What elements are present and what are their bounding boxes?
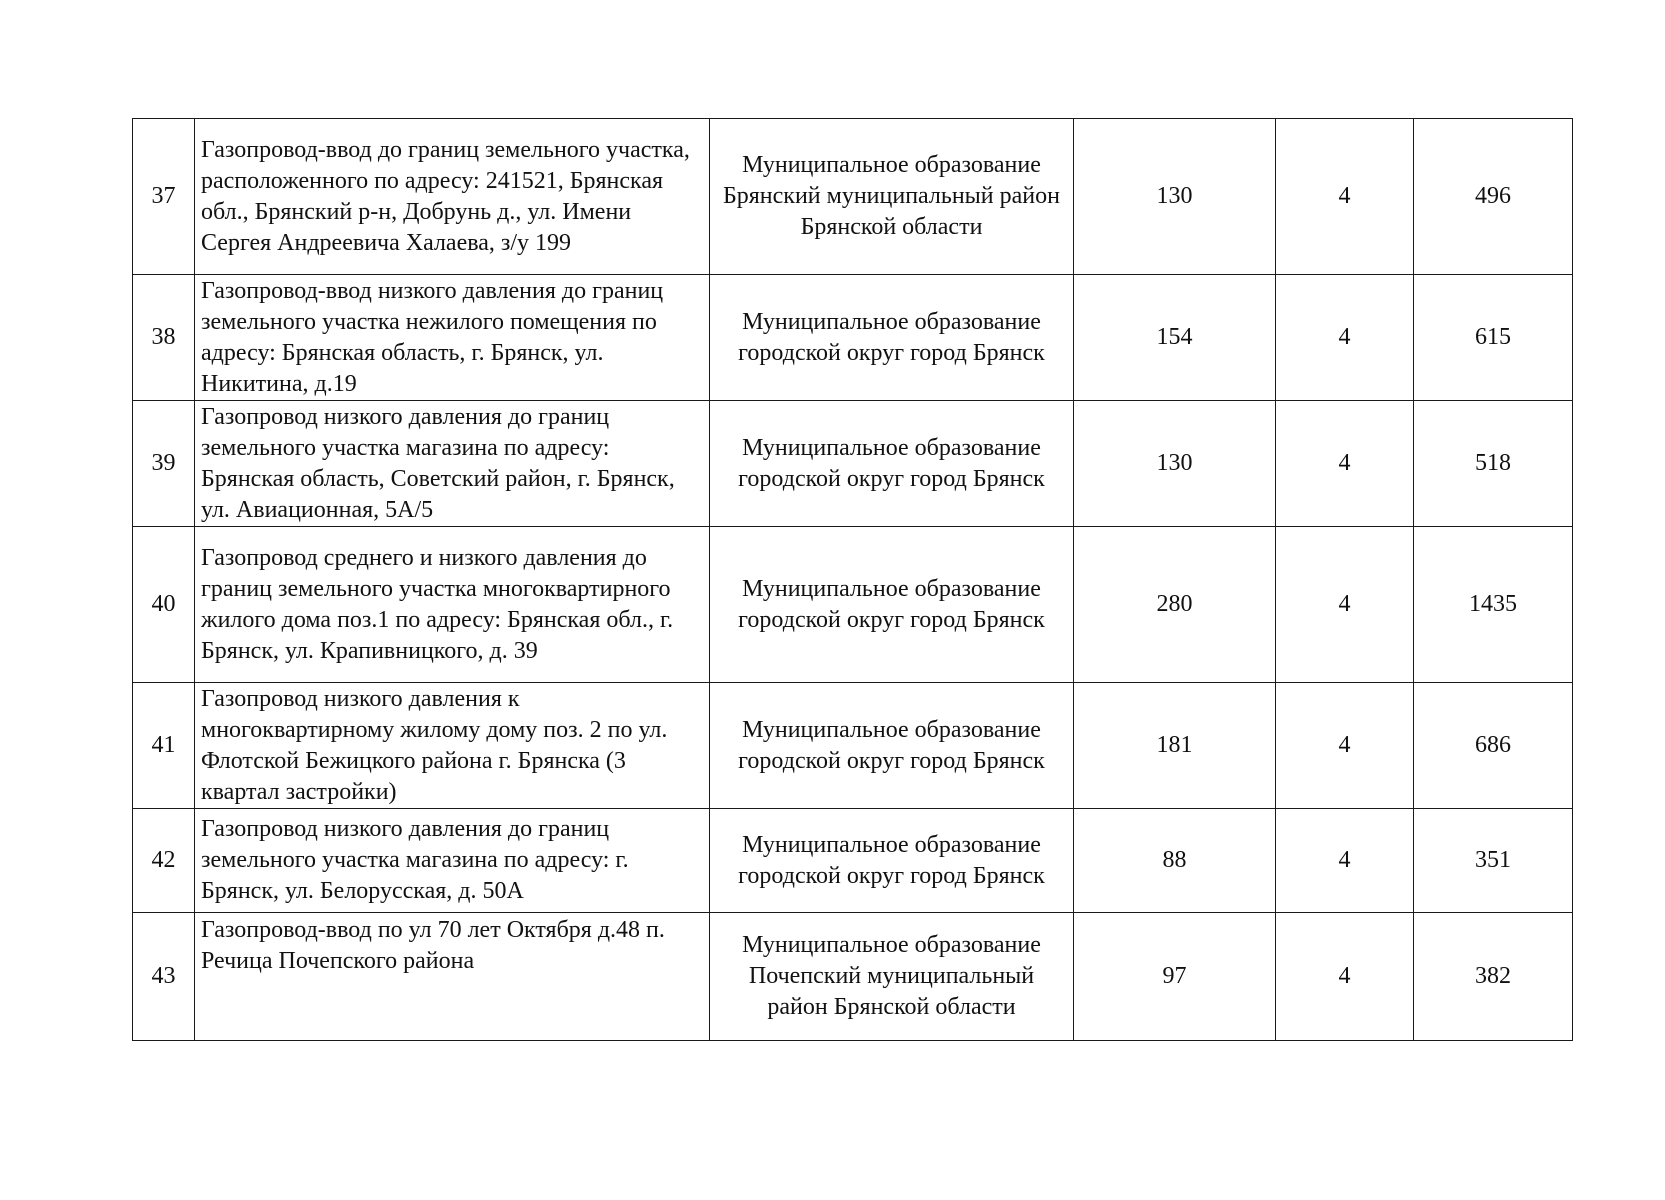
row-number-cell: 43: [133, 913, 195, 1041]
length-cell: 97: [1074, 913, 1276, 1041]
table-row: [133, 119, 1573, 275]
object-name-cell: Газопровод среднего и низкого давления до границ земельного участка многоквартирного жилого дома поз.1 по адресу: Брянская обл., г. Брянск, ул. Крапивницкого, д. 39: [195, 527, 710, 683]
object-name-cell: Газопровод низкого давления до границ земельного участка магазина по адресу: Брянская область, Советский район, г. Брянск, ул. Авиационная, 5А/5: [195, 401, 710, 527]
cost-cell: 382: [1414, 913, 1573, 1041]
diameter-cell: 4: [1276, 913, 1414, 1041]
row-number-cell: 42: [133, 809, 195, 913]
table-row: [133, 809, 1573, 913]
owner-cell: Муниципальное образование городской округ город Брянск: [710, 401, 1074, 527]
cost-cell: 351: [1414, 809, 1573, 913]
length-cell: 88: [1074, 809, 1276, 913]
diameter-cell: 4: [1276, 809, 1414, 913]
diameter-cell: 4: [1276, 119, 1414, 275]
row-number-cell: 41: [133, 683, 195, 809]
length-cell: 181: [1074, 683, 1276, 809]
table-row: [133, 275, 1573, 401]
row-number-cell: 37: [133, 119, 195, 275]
table-row: [133, 683, 1573, 809]
table-row: [133, 913, 1573, 1041]
cost-cell: 496: [1414, 119, 1573, 275]
row-number-cell: 39: [133, 401, 195, 527]
diameter-cell: 4: [1276, 527, 1414, 683]
owner-cell: Муниципальное образование Брянский муниципальный район Брянской области: [710, 119, 1074, 275]
length-cell: 130: [1074, 401, 1276, 527]
object-name-cell: Газопровод-ввод по ул 70 лет Октября д.48 п. Речица Почепского района: [195, 913, 710, 1041]
object-name-cell: Газопровод-ввод низкого давления до границ земельного участка нежилого помещения по адресу: Брянская область, г. Брянск, ул. Никитина, д.19: [195, 275, 710, 401]
object-name-cell: Газопровод-ввод до границ земельного участка, расположенного по адресу: 241521, Брянская обл., Брянский р-н, Добрунь д., ул. Имени Сергея Андреевича Халаева, з/у 199: [195, 119, 710, 275]
diameter-cell: 4: [1276, 401, 1414, 527]
diameter-cell: 4: [1276, 275, 1414, 401]
cost-cell: 686: [1414, 683, 1573, 809]
object-name-cell: Газопровод низкого давления к многоквартирному жилому дому поз. 2 по ул. Флотской Бежицкого района г. Брянска (3 квартал застройки): [195, 683, 710, 809]
document-page: [132, 118, 1572, 1041]
owner-cell: Муниципальное образование городской округ город Брянск: [710, 809, 1074, 913]
length-cell: 130: [1074, 119, 1276, 275]
cost-cell: 1435: [1414, 527, 1573, 683]
owner-cell: Муниципальное образование городской округ город Брянск: [710, 527, 1074, 683]
owner-cell: Муниципальное образование городской округ город Брянск: [710, 275, 1074, 401]
row-number-cell: 40: [133, 527, 195, 683]
table-row: [133, 527, 1573, 683]
table-row: [133, 401, 1573, 527]
cost-cell: 518: [1414, 401, 1573, 527]
length-cell: 154: [1074, 275, 1276, 401]
gas-pipeline-table: [132, 118, 1573, 1041]
object-name-cell: Газопровод низкого давления до границ земельного участка магазина по адресу: г. Брянск, ул. Белорусская, д. 50А: [195, 809, 710, 913]
cost-cell: 615: [1414, 275, 1573, 401]
diameter-cell: 4: [1276, 683, 1414, 809]
owner-cell: Муниципальное образование городской округ город Брянск: [710, 683, 1074, 809]
owner-cell: Муниципальное образование Почепский муниципальный район Брянской области: [710, 913, 1074, 1041]
length-cell: 280: [1074, 527, 1276, 683]
row-number-cell: 38: [133, 275, 195, 401]
